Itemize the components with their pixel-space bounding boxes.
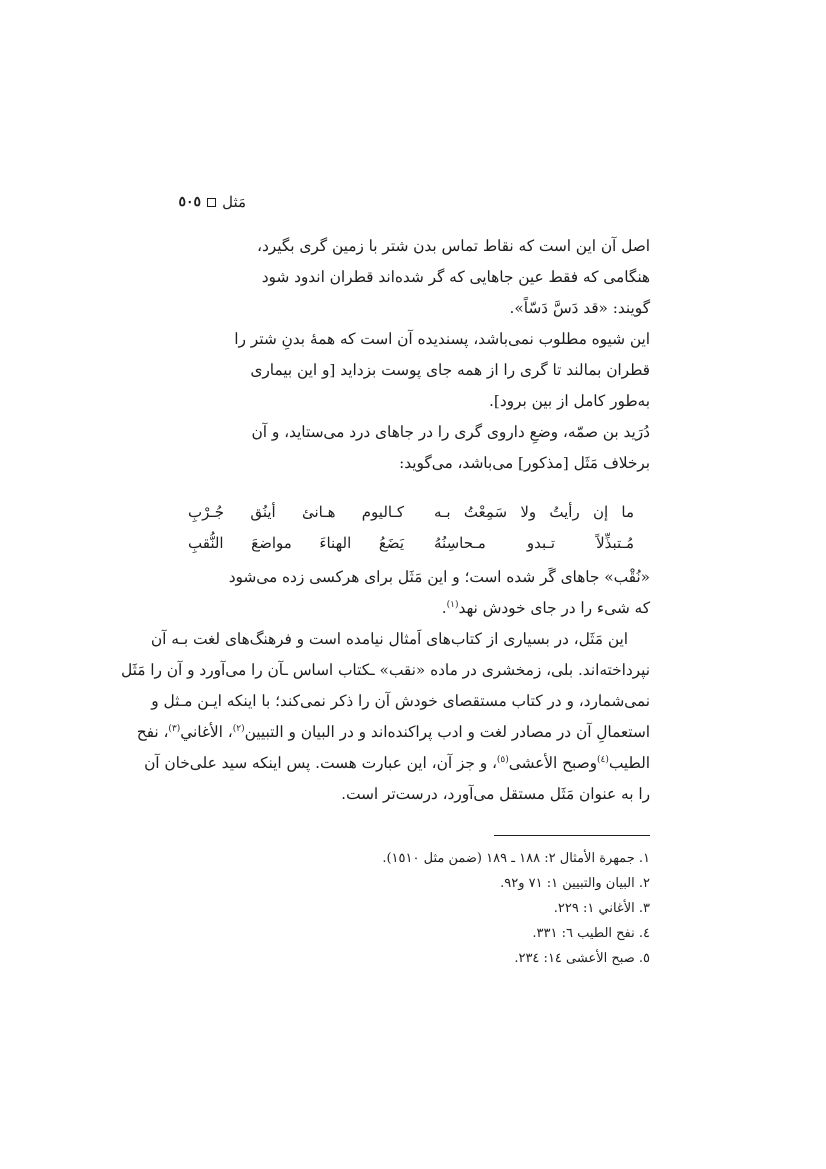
text-run: ، و جز آن، این عبارت هست. پس اینکه سید علی‌خان آن <box>144 754 497 772</box>
text-run: وصبح الأعشى <box>508 754 598 772</box>
text-run: ، الأغاني <box>180 723 233 741</box>
page-number: ٥٠٥ <box>178 194 202 210</box>
text-line: دُرَید بن صمّه، وضعِ داروی گری را در جاهای درد می‌ستاید، و آن <box>251 423 650 441</box>
text-line: این مَثَل، در بسیاری از کتاب‌های اَمثال نیامده است و فرهنگ‌های لغت بـه آن <box>150 630 628 648</box>
poem-verse <box>188 528 634 559</box>
text-run: . <box>441 599 447 617</box>
poem-hemistich-first: مُـتبذِّلاً تـبدو مـحاسِنُهُ <box>434 534 634 552</box>
header-title: مَثل <box>222 193 246 211</box>
footnote-ref: (١) <box>446 599 459 610</box>
footnote-ref: (٥) <box>496 754 509 765</box>
text-line: هنگامی که فقط عین جاهایی که گر شده‌اند قطران اندود شود <box>261 268 650 286</box>
footnote: ٢. البيان والتبيين ١: ٧١ و٩٢. <box>500 876 650 891</box>
text-run: استعمالِ آن در مصادر لغت و ادب پراکنده‌اند و در البيان و التبيين <box>244 723 650 741</box>
text-line: را به عنوان مَثَل مستقل می‌آورد، درست‌تر است. <box>341 785 650 803</box>
paragraph-1 <box>234 231 650 479</box>
poem-verse <box>188 497 634 528</box>
text-run: که شیء را در جای خودش نهد <box>458 599 650 617</box>
poem-hemistich-second: يَضَعُ الهناءَ مواضعَ النُّقبِ <box>188 534 404 552</box>
text-line: این شیوه مطلوب نمی‌باشد، پسندیده آن است که همهٔ بدنِ شتر را <box>234 330 650 348</box>
paragraph-2 <box>229 562 650 624</box>
footnote: ١. جمهرة الأمثال ٢: ١٨٨ ـ ١٨٩ (ضمن مثل ١٥١٠). <box>382 851 650 866</box>
text-run: ، نفح <box>136 723 169 741</box>
text-line: «نُقْب» جاهای گَر شده است؛ و این مَثَل برای هرکسی زده می‌شود <box>228 568 650 586</box>
text-line <box>121 748 650 779</box>
text-line: گویند: «قد دَسَّ دَسّاً». <box>509 299 650 317</box>
poem-hemistich-first: ما إن رأيتُ ولا سَمِعْتُ بـه <box>434 503 634 521</box>
poem-hemistich-second: كـاليوم هـانئ أينُق جُـرْبِ <box>188 503 404 521</box>
footnote-ref: (٤) <box>597 754 609 765</box>
footnote-ref: (٣) <box>168 723 181 734</box>
text-line: قطران بمالند تا گری را از همه جای پوست بزداید [و این بیماری <box>250 361 650 379</box>
running-header <box>179 193 246 211</box>
footnote: ٤. نفح الطيب ٦: ٣٣١. <box>532 926 650 941</box>
text-run: الطيب <box>608 754 650 772</box>
footnote: ٣. الأغاني ١: ٢٢٩. <box>553 901 650 916</box>
paragraph-3 <box>121 624 650 810</box>
footnote: ٥. صبح الأعشى ١٤: ٢٣٤. <box>514 951 650 966</box>
square-bullet-icon <box>207 198 216 207</box>
text-line: نپرداخته‌اند. بلی، زمخشری در ماده «نقب» ـکتاب اساس ـآن را می‌آورد و آن را مَثَل <box>121 661 650 679</box>
poem <box>188 497 634 559</box>
text-line: به‌طور کامل از بین برود]. <box>489 392 650 410</box>
footnote-separator <box>494 835 650 836</box>
text-line: نمی‌شمارد، و در کتاب مستقصای خودش آن را ذکر نمی‌کند؛ با اینکه ایـن مـثل و <box>151 692 650 710</box>
text-line: اصل آن این است که نقاط تماس بدن شتر با زمین گری بگیرد، <box>257 237 650 255</box>
text-line <box>121 717 650 748</box>
text-line <box>229 593 650 624</box>
text-line: برخلاف مَثَل [مذکور] می‌باشد، می‌گوید: <box>399 454 650 472</box>
footnotes <box>382 846 650 971</box>
footnote-ref: (٢) <box>232 723 245 734</box>
